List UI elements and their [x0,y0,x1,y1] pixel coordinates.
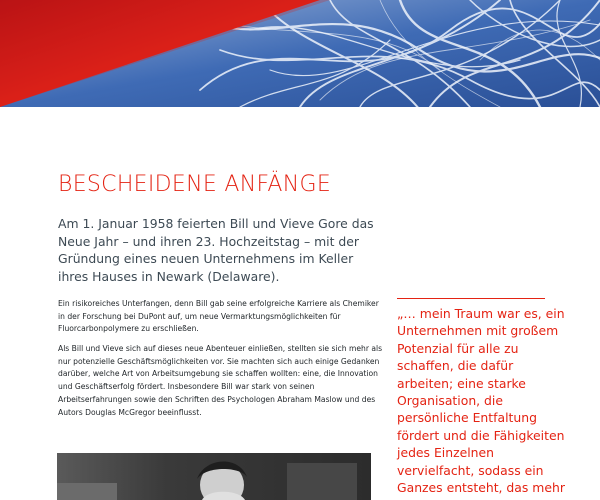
body-paragraph-2: Als Bill und Vieve sich auf dieses neue Abenteuer einließen, stellten sie sich mehr als nur potenzielle Geschäftsmöglichkeiten vor. Sie machten sich auch einige Gedanken darüber, welche Art von Arbeitsumgebung sie schaffen wollten: eine, die Innovation und Geschäftserfolg fördert. Insbesondere Bill war stark von seinen Arbeitserfahrungen sowie den Schriften des Psychologen Abraham Maslow und des Autors Douglas McGregor beeinflusst. [58,344,383,417]
fiber-texture-banner [0,0,600,107]
quote-divider [397,298,545,299]
black-and-white-photo [57,453,371,500]
section-heading: BESCHEIDENE ANFÄNGE [58,172,332,197]
pull-quote: „… mein Traum war es, ein Unternehmen mit großem Potenzial für alle zu schaffen, die dafür arbeiten; eine starke Organisation, die persönliche Entfaltung fördert und die Fähigkeiten jedes Einzelnen vervielfacht, sodass ein Ganzes entsteht, das mehr [397,306,565,496]
lead-paragraph: Am 1. Januar 1958 feierten Bill und Vieve Gore das Neue Jahr – und ihren 23. Hochzeitstag – mit der Gründung eines neuen Unternehmens im Keller ihres Hauses in Newark (Delaware). [58,216,374,284]
body-paragraph-1: Ein risikoreiches Unterfangen, denn Bill gab seine erfolgreiche Karriere als Chemiker in der Forschung bei DuPont auf, um neue Vermarktungsmöglichkeiten für Fluorcarbonpolymere zu erschließen. [58,299,379,334]
